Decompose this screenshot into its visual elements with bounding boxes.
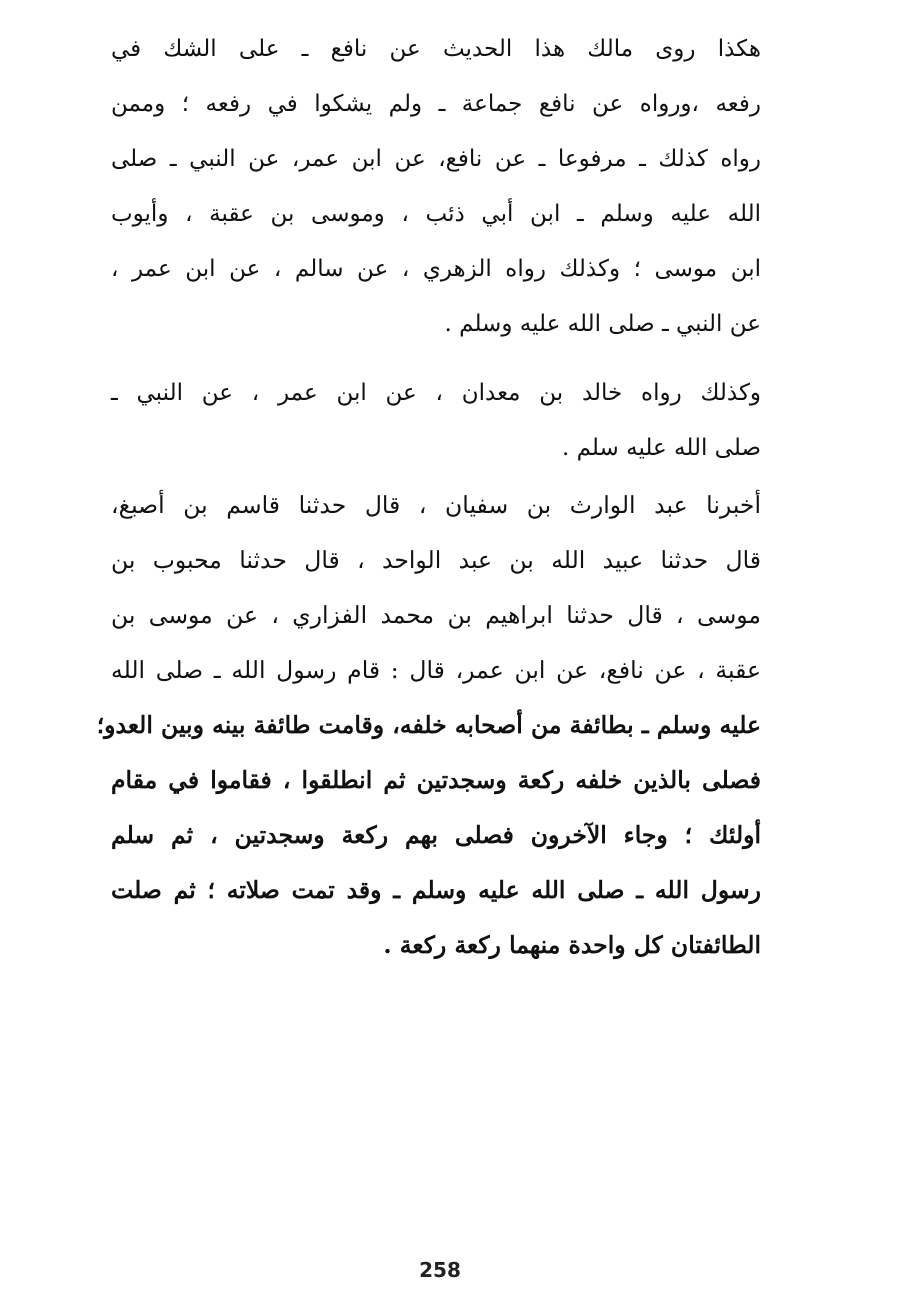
text-line: عليه وسلم ـ بطائفة من أصحابه خلفه، وقامت طائفة بينه وبين العدو؛ [96,711,761,739]
text-line: صلى الله عليه سلم . [561,435,761,461]
text-line: عقبة ، عن نافع، عن ابن عمر، قال : قام رسول الله ـ صلى الله [111,656,761,684]
text-line: ابن موسى ؛ وكذلك رواه الزهري ، عن سالم ، عن ابن عمر ، [111,256,761,282]
text-line: قال حدثنا عبيد الله بن عبد الواحد ، قال حدثنا محبوب بن [111,546,761,574]
page-number: 258 [419,1258,461,1282]
paragraph-1 [111,22,761,352]
text-line: موسى ، قال حدثنا ابراهيم بن محمد الفزاري ، عن موسى بن [111,601,761,629]
text-line: أخبرنا عبد الوارث بن سفيان ، قال حدثنا قاسم بن أصبغ، [111,491,761,519]
text-line: عن النبي ـ صلى الله عليه وسلم . [444,311,761,337]
text-line: الطائفتان كل واحدة منهما ركعة ركعة . [383,931,761,959]
text-line: هكذا روى مالك هذا الحديث عن نافع ـ على الشك في [111,36,761,62]
paragraph-2 [111,366,761,476]
paragraph-3 [96,478,761,973]
text-line: رسول الله ـ صلى الله عليه وسلم ـ وقد تمت صلاته ؛ ثم صلت [111,876,761,904]
text-line: رواه كذلك ـ مرفوعا ـ عن نافع، عن ابن عمر، عن النبي ـ صلى [111,146,761,172]
text-line: فصلى بالذين خلفه ركعة وسجدتين ثم انطلقوا ، فقاموا في مقام [111,766,761,794]
text-line: الله عليه وسلم ـ ابن أبي ذئب ، وموسى بن عقبة ، وأيوب [111,201,761,227]
text-line: رفعه ،ورواه عن نافع جماعة ـ ولم يشكوا في رفعه ؛ وممن [111,91,761,117]
text-line: وكذلك رواه خالد بن معدان ، عن ابن عمر ، عن النبي ـ [111,380,761,406]
text-line: أولئك ؛ وجاء الآخرون فصلى بهم ركعة وسجدتين ، ثم سلم [111,821,761,849]
